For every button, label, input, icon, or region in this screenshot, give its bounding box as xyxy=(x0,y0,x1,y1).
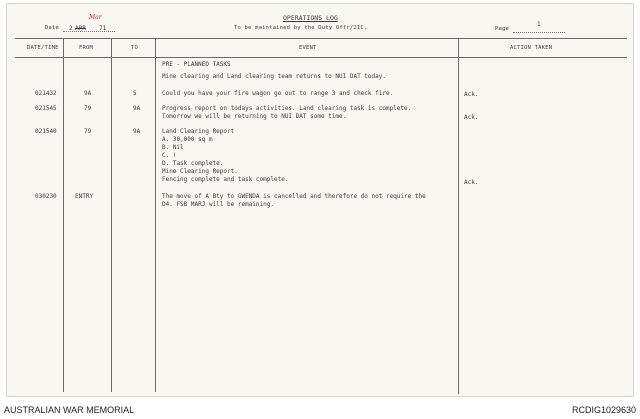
col-header-to: TO xyxy=(131,45,139,51)
event-line: The move of A Bty to GWENDA is cancelled and therefore do not require the xyxy=(162,193,426,200)
event-line: B. Nil xyxy=(162,144,184,151)
header-bottom-rule xyxy=(15,57,627,58)
col-divider-2 xyxy=(111,38,112,392)
entry-to: 5 xyxy=(133,90,137,97)
col-divider-3 xyxy=(155,38,156,392)
entry-to: 9A xyxy=(133,105,141,112)
log-sheet xyxy=(6,3,634,397)
event-line: PRE - PLANNED TASKS xyxy=(162,61,231,68)
entry-time: 021545 xyxy=(35,105,57,112)
col-divider-4 xyxy=(458,38,459,394)
event-line: D. Task complete. xyxy=(162,160,224,167)
entry-to: 9A xyxy=(133,128,141,135)
col-divider-1 xyxy=(63,38,64,392)
entry-from: 79 xyxy=(84,105,92,112)
event-line: Land Clearing Report xyxy=(162,128,235,135)
entry-from: 79 xyxy=(84,128,92,135)
entry-action: Ack. xyxy=(464,179,479,186)
entry-time: 021432 xyxy=(35,90,57,97)
date-month-handwritten: Mar xyxy=(89,14,102,21)
entry-from: ENTRY xyxy=(75,193,94,200)
event-line: Could you have your fire wagon go out to range 3 and check fire. xyxy=(162,90,394,97)
event-line: D4. FSB MARJ will be remaining. xyxy=(162,201,274,208)
footer-source: AUSTRALIAN WAR MEMORIAL xyxy=(4,405,135,415)
page-underline xyxy=(513,32,565,33)
event-line: Tomorrow we will be returning to NUI DAT some time. xyxy=(162,113,347,120)
entry-action: Ack. xyxy=(464,91,479,98)
date-label: Date xyxy=(45,25,60,31)
page-subtitle: To be maintained by the Duty Offr/2IC. xyxy=(234,25,368,31)
date-day: 2 xyxy=(69,25,73,32)
event-line: C. ! xyxy=(162,152,177,159)
event-line: Fencing complete and task complete. xyxy=(162,176,289,183)
entry-time: 021540 xyxy=(35,128,57,135)
col-header-from: FROM xyxy=(79,45,94,51)
page-number: 1 xyxy=(537,21,541,28)
footer-id: RCDIG1029630 xyxy=(571,405,636,415)
date-year: 71 xyxy=(99,25,107,32)
event-line: Mine Clearing Report. xyxy=(162,168,238,175)
table-top-rule xyxy=(15,38,627,39)
col-header-action: ACTION TAKEN xyxy=(510,45,553,51)
col-header-event: EVENT xyxy=(299,45,317,51)
page-label: Page xyxy=(495,26,510,32)
col-header-datetime: DATE/TIME xyxy=(27,45,59,51)
event-line: Mine clearing and Land clearing team returns to NUI DAT today. xyxy=(162,73,386,80)
page-title: OPERATIONS LOG xyxy=(283,14,338,22)
entry-action: Ack. xyxy=(464,114,479,121)
event-line: Progress report on todays activities. Land clearing task is complete. xyxy=(162,105,412,112)
entry-time: 030230 xyxy=(35,193,57,200)
date-month-struck: APR xyxy=(75,25,86,32)
entry-from: 9A xyxy=(84,90,92,97)
event-line: A. 30,000 sq m xyxy=(162,136,213,143)
